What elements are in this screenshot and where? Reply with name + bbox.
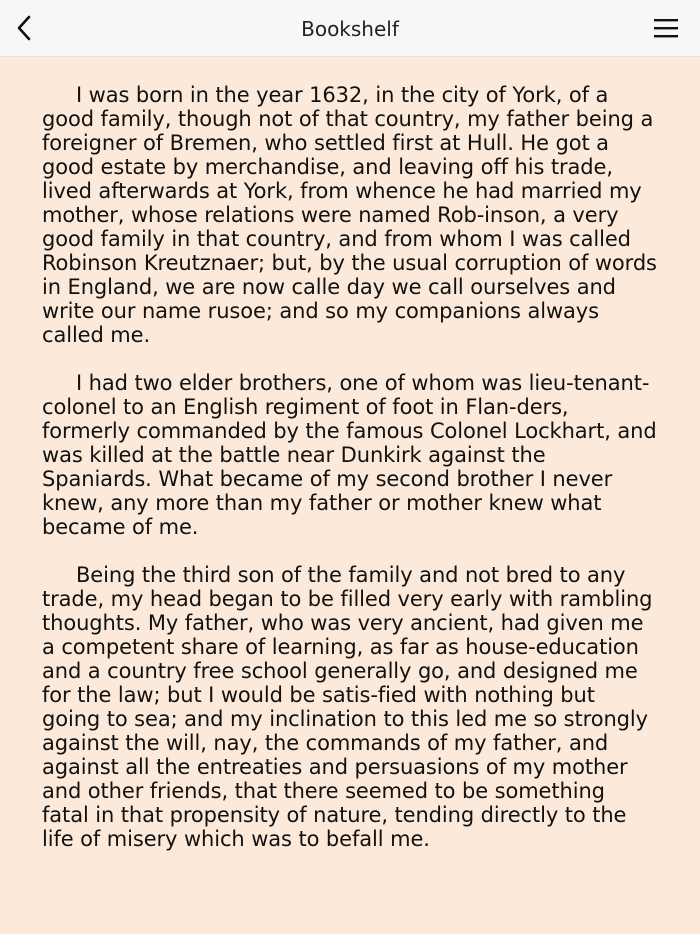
- reading-area[interactable]: [0, 57, 700, 934]
- back-button[interactable]: [6, 8, 42, 48]
- top-navigation-bar: [0, 0, 700, 57]
- paragraph: I had two elder brothers, one of whom was lieu-tenant-colonel to an English regiment of foot in Flan-ders, formerly commanded by the famous Colonel Lockhart, and was killed at the battle near Dunkirk against the Spaniards. What became of my second brother I never knew, any more than my father or mother knew what became of me.: [42, 371, 657, 539]
- chevron-left-icon: [14, 14, 34, 42]
- paragraph: I was born in the year 1632, in the city of York, of a good family, though not of that country, my father being a foreigner of Bremen, who settled first at Hull. He got a good estate by merchandise, and leaving off his trade, lived afterwards at York, from whence he had married my mother, whose relations were named Rob-inson, a very good family in that country, and from whom I was called Robinson Kreutznaer; but, by the usual corruption of words in England, we are now calle day we call ourselves and write our name rusoe; and so my companions always called me.: [42, 83, 657, 347]
- hamburger-menu-icon: [653, 17, 679, 39]
- menu-button[interactable]: [646, 10, 686, 46]
- book-text: [42, 83, 658, 875]
- paragraph: Being the third son of the family and not bred to any trade, my head began to be filled very early with rambling thoughts. My father, who was very ancient, had given me a competent share of learning, as far as house-education and a country free school generally go, and designed me for the law; but I would be satis-fied with nothing but going to sea; and my inclination to this led me so strongly against the will, nay, the commands of my father, and against all the entreaties and persuasions of my mother and other friends, that there seemed to be something fatal in that propensity of nature, tending directly to the life of misery which was to befall me.: [42, 563, 653, 851]
- page-title: Bookshelf: [301, 17, 399, 41]
